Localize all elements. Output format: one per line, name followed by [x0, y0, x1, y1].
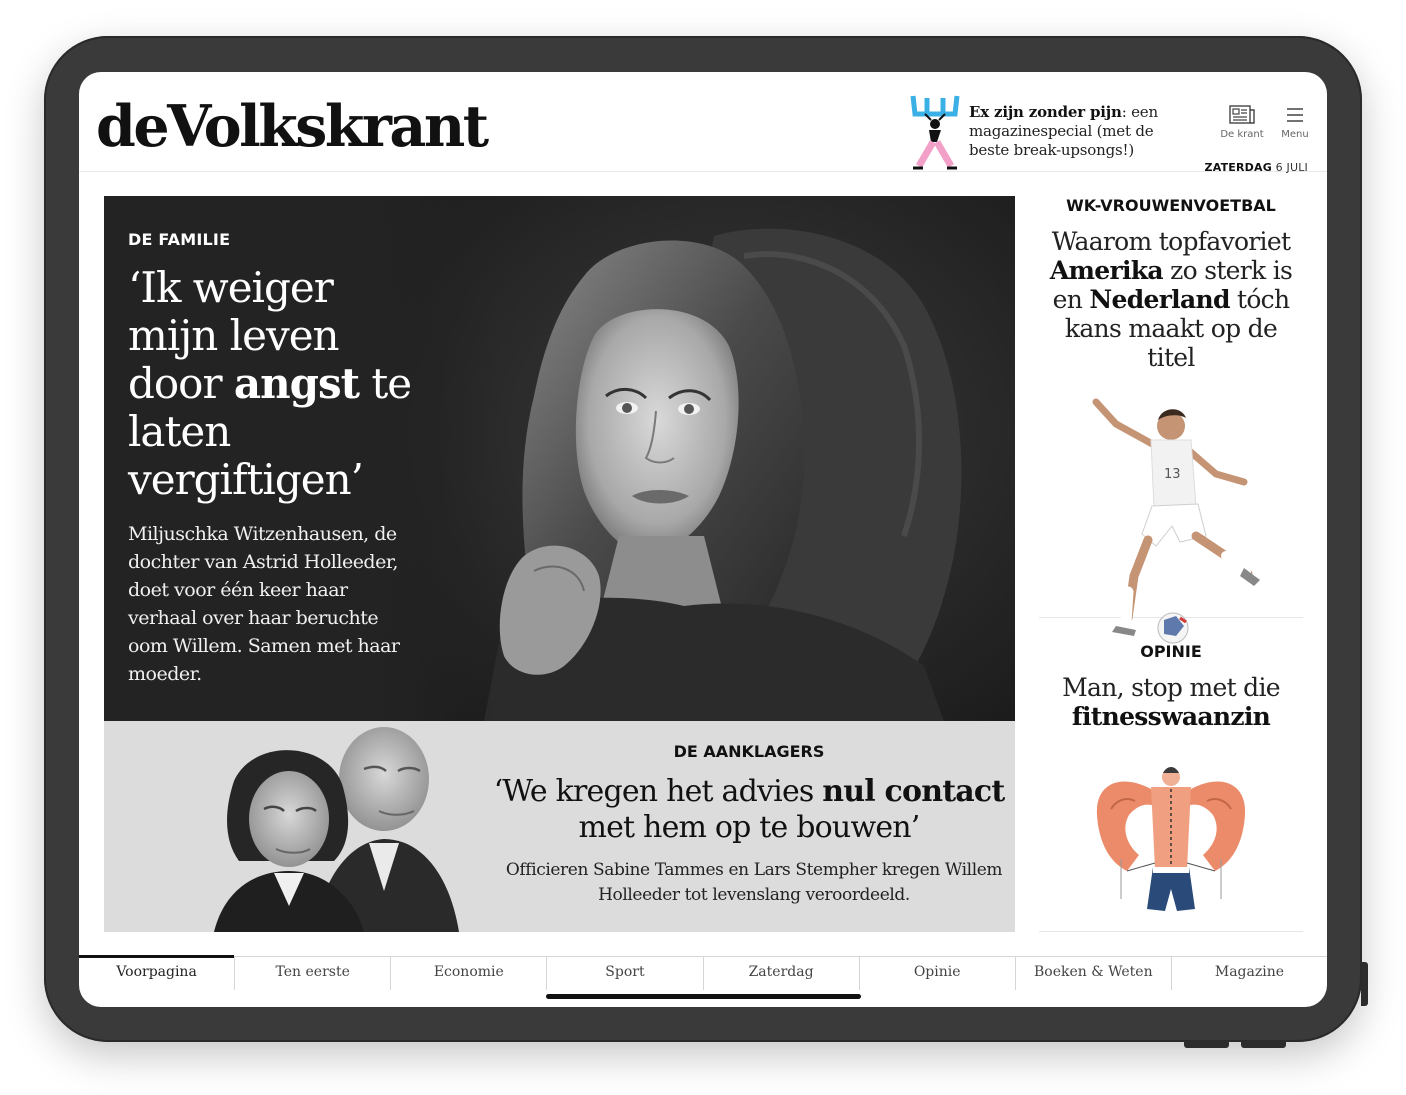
tablet-volume-button: [1184, 1041, 1229, 1048]
tab-boeken-weten[interactable]: Boeken & Weten: [1016, 957, 1172, 990]
tab-zaterdag[interactable]: Zaterdag: [704, 957, 860, 990]
shirt-number: 13: [1164, 467, 1181, 482]
de-krant-label: De krant: [1220, 129, 1264, 140]
football-player-illustration: [1076, 396, 1266, 646]
tablet-volume-button: [1241, 1041, 1286, 1048]
second-summary: Officieren Sabine Tammes en Lars Stempher kregen Willem Holleeder tot levenslang veroordeeld.: [505, 860, 1003, 905]
edition-date: ZATERDAG 6 JULI: [1204, 161, 1308, 174]
tab-economie[interactable]: Economie: [391, 957, 547, 990]
menu-label: Menu: [1281, 129, 1309, 140]
opinie-headline: Man, stop met die fitnesswaanzin: [1062, 673, 1280, 731]
second-kicker: DE AANKLAGERS: [673, 742, 825, 761]
promo-text: Ex zijn zonder pijn: een magazinespecial (met de beste break-upsongs!): [969, 103, 1158, 159]
home-indicator[interactable]: [546, 994, 861, 999]
tab-opinie[interactable]: Opinie: [860, 957, 1016, 990]
feature-kicker: DE FAMILIE: [128, 230, 231, 249]
app-screen: [79, 72, 1327, 1007]
tab-voorpagina[interactable]: Voorpagina: [79, 957, 235, 990]
de-krant-button[interactable]: [1212, 105, 1272, 140]
section-tab-bar: [79, 956, 1327, 990]
tablet-side-button: [1361, 962, 1368, 1006]
tab-magazine[interactable]: Magazine: [1214, 964, 1285, 980]
wk-vrouwenvoetbal-story[interactable]: [1039, 196, 1303, 618]
tab-ten-eerste[interactable]: Ten eerste: [235, 957, 391, 990]
feature-headline: ‘Ik weiger mijn leven door angst te laten vergiftigen’: [128, 263, 412, 504]
second-headline: ‘We kregen het advies nul contact met hem op te bouwen’: [493, 774, 1005, 845]
promo-figure-illustration: [909, 94, 961, 170]
menu-button[interactable]: [1265, 105, 1325, 140]
wk-kicker: WK-VROUWENVOETBAL: [1066, 196, 1276, 215]
feature-story[interactable]: [104, 196, 1015, 721]
logo[interactable]: deVolkskrant: [96, 93, 487, 160]
opinie-story[interactable]: [1039, 642, 1303, 932]
second-story[interactable]: [104, 721, 1015, 932]
opinie-kicker: OPINIE: [1140, 642, 1202, 661]
magazine-promo[interactable]: [909, 94, 1199, 170]
header: [79, 72, 1327, 172]
feature-portrait-photo: [384, 196, 1015, 721]
muscle-man-illustration: [1081, 759, 1261, 924]
hamburger-menu-icon: [1285, 105, 1305, 125]
prosecutors-photo: [194, 721, 464, 932]
feature-summary: Miljuschka Witzenhausen, de dochter van Astrid Holleeder, doet voor één keer haar verhaal over haar beruchte oom Willem. Samen met haar moeder.: [128, 523, 400, 685]
tab-sport[interactable]: Sport: [547, 957, 703, 990]
wk-headline: Waarom topfavoriet Amerika zo sterk is en Nederland tóch kans maakt op de titel: [1049, 227, 1293, 372]
newspaper-icon: [1229, 105, 1255, 125]
